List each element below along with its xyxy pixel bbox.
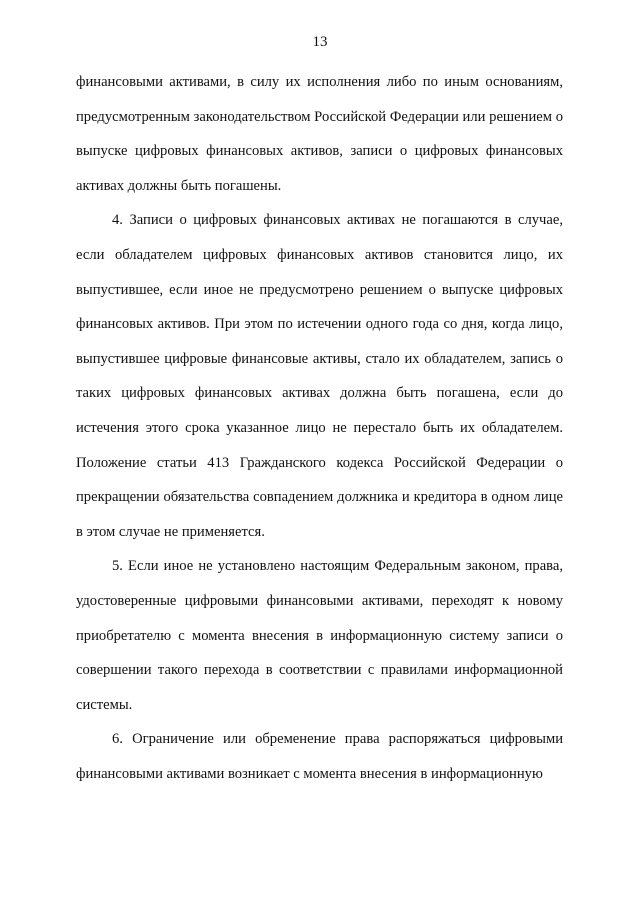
paragraph-item-4: 4. Записи о цифровых финансовых активах не погашаются в случае, если обладателем цифровых финансовых активов становится лицо, их выпустившее, если иное не предусмотрено решением о выпуске цифровых финансовых активов. При этом по истечении одного года со дня, когда лицо, выпустившее цифровые финансовые активы, стало их обладателем, запись о таких цифровых финансовых активах должна быть погашена, если до истечения этого срока указанное лицо не перестало быть их обладателем. Положение статьи 413 Гражданского кодекса Российской Федерации о прекращении обязательства совпадением должника и кредитора в одном лице в этом случае не применяется. [76, 212, 563, 540]
paragraph-item-5: 5. Если иное не установлено настоящим Федеральным законом, права, удостоверенные цифровыми финансовыми активами, переходят к новому приобретателю с момента внесения в информационную систему записи о совершении такого перехода в соответствии с правилами информационной системы. [76, 558, 563, 713]
paragraph-item-6: 6. Ограничение или обременение права распоряжаться цифровыми финансовыми активами возникает с момента внесения в информационную [76, 731, 563, 782]
paragraph-continuation: финансовыми активами, в силу их исполнения либо по иным основаниям, предусмотренным законодательством Российской Федерации или решением о выпуске цифровых финансовых активов, записи о цифровых финансовых активах должны быть погашены. [76, 74, 563, 194]
document-body [76, 65, 563, 791]
page-number: 13 [312, 34, 328, 50]
